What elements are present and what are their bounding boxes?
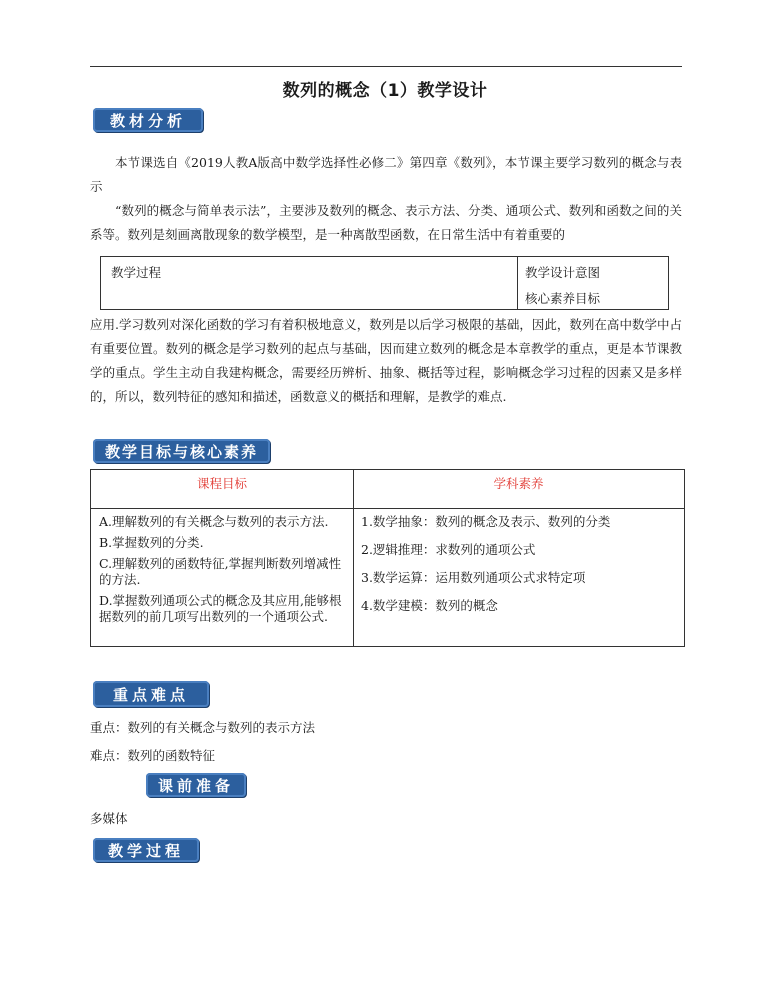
difficult-point-text: 难点：数列的函数特征 bbox=[90, 748, 216, 763]
process-table-col2-line2: 核心素养目标 bbox=[525, 291, 601, 306]
page-title: 数列的概念（1）教学设计 bbox=[282, 81, 488, 101]
competency-item: 3.数学运算：运用数列通项公式求特定项 bbox=[361, 570, 586, 585]
analysis-paragraph-1: 本节课选自《2019人教A版高中数学选择性必修二》第四章《数列》，本节课主要学习数列的概念与表示 bbox=[90, 155, 682, 194]
section-badge-analysis: 教材分析 bbox=[93, 108, 203, 132]
course-goal-item: B.掌握数列的分类. bbox=[99, 535, 204, 550]
competency-item: 1.数学抽象：数列的概念及表示、数列的分类 bbox=[361, 514, 611, 529]
competency-item: 4.数学建模：数列的概念 bbox=[361, 598, 498, 613]
section-badge-process: 教学过程 bbox=[93, 838, 199, 862]
section-badge-key-points: 重点难点 bbox=[93, 681, 209, 707]
goals-header-course: 课程目标 bbox=[196, 476, 247, 491]
process-table bbox=[100, 256, 669, 310]
goals-header-competency: 学科素养 bbox=[493, 476, 544, 491]
section-badge-preparation: 课前准备 bbox=[146, 773, 246, 797]
course-goal-item: A.理解数列的有关概念与数列的表示方法. bbox=[99, 514, 329, 529]
analysis-paragraph-3: 应用.学习数列对深化函数的学习有着积极地意义，数列是以后学习极限的基础，因此，数列在高中数学中占有重要位置。数列的概念是学习数列的起点与基础，因而建立数列的概念是本章教学的重点，更是本节课教学的重点。学生主动自我建构概念，需要经历辨析、抽象、概括等过程，影响概念学习过程的因素又是多样的，所以，数列特征的感知和描述，函数意义的概括和理解，是教学的难点. bbox=[90, 317, 682, 404]
key-point-text: 重点：数列的有关概念与数列的表示方法 bbox=[90, 720, 316, 735]
competencies-list bbox=[361, 514, 681, 626]
course-goal-item: D.掌握数列通项公式的概念及其应用,能够根据数列的前几项写出数列的一个通项公式. bbox=[99, 593, 342, 624]
preparation-text: 多媒体 bbox=[90, 811, 128, 826]
competency-item: 2.逻辑推理：求数列的通项公式 bbox=[361, 542, 536, 557]
course-goal-item: C.理解数列的函数特征,掌握判断数列增减性的方法. bbox=[99, 556, 342, 587]
process-table-divider bbox=[517, 257, 518, 309]
header-rule bbox=[90, 66, 682, 67]
goals-table bbox=[90, 469, 685, 647]
course-goals-list bbox=[99, 514, 349, 630]
analysis-paragraph-2: “数列的概念与简单表示法”，主要涉及数列的概念、表示方法、分类、通项公式、数列和函数之间的关系等。数列是刻画离散现象的数学模型，是一种离散型函数，在日常生活中有着重要的 bbox=[90, 203, 682, 242]
process-table-col2-line1: 教学设计意图 bbox=[525, 265, 601, 280]
section-badge-goals: 教学目标与核心素养 bbox=[93, 439, 270, 463]
process-table-col1: 教学过程 bbox=[111, 265, 162, 280]
